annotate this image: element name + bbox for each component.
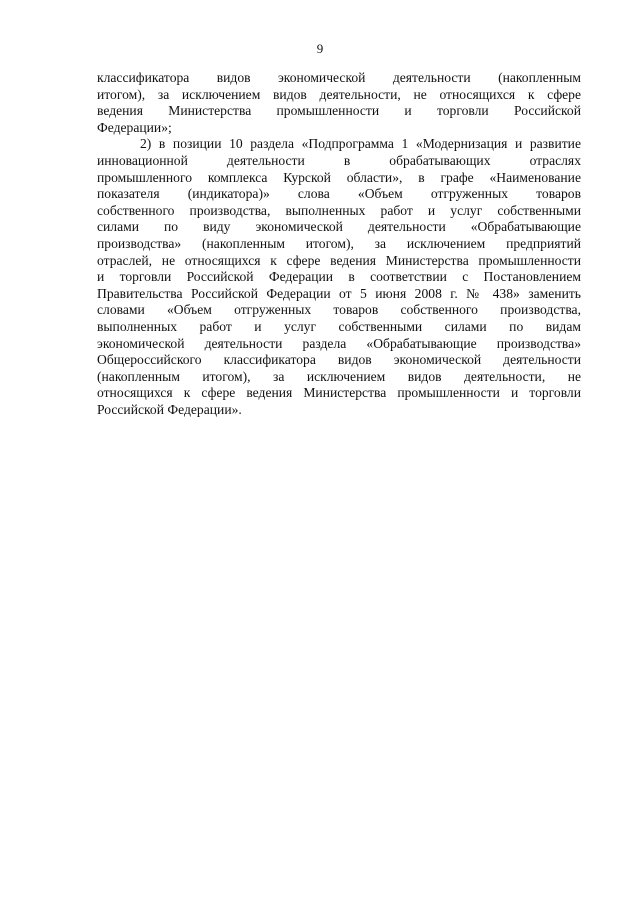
text-line: инновационной деятельности в обрабатывающих отраслях (97, 152, 581, 168)
text-line: (накопленным итогом), за исключением видов деятельности, не (97, 368, 581, 384)
body-text (97, 70, 581, 418)
text-line: собственного производства, выполненных работ и услуг собственными (97, 202, 581, 218)
text-line: Правительства Российской Федерации от 5 июня 2008 г. № 438» заменить (97, 285, 581, 301)
text-line: выполненных работ и услуг собственными силами по видам (97, 318, 581, 334)
text-line: отраслей, не относящихся к сфере ведения Министерства промышленности (97, 252, 581, 268)
text-line: ведения Министерства промышленности и торговли Российской (97, 103, 581, 119)
text-line: Общероссийского классификатора видов экономической деятельности (97, 352, 581, 368)
text-line: относящихся к сфере ведения Министерства промышленности и торговли (97, 385, 581, 401)
text-line: производства» (накопленным итогом), за исключением предприятий (97, 235, 581, 251)
text-line: промышленного комплекса Курской области», в графе «Наименование (97, 169, 581, 185)
text-line: 2) в позиции 10 раздела «Подпрограмма 1 «Модернизация и развитие (140, 136, 581, 152)
text-line: Федерации»; (97, 119, 172, 135)
text-line: показателя (индикатора)» слова «Объем отгруженных товаров (97, 186, 581, 202)
page-number: 9 (316, 41, 324, 56)
text-line: классификатора видов экономической деятельности (накопленным (97, 70, 581, 85)
text-line: и торговли Российской Федерации в соответствии с Постановлением (97, 269, 581, 285)
text-line: силами по виду экономической деятельности «Обрабатывающие (97, 219, 581, 235)
text-line: словами «Объем отгруженных товаров собственного производства, (97, 302, 581, 318)
text-line: экономической деятельности раздела «Обрабатывающие производства» (97, 335, 581, 351)
text-line: Российской Федерации». (97, 401, 242, 417)
text-line: итогом), за исключением видов деятельности, не относящихся к сфере (97, 86, 581, 102)
